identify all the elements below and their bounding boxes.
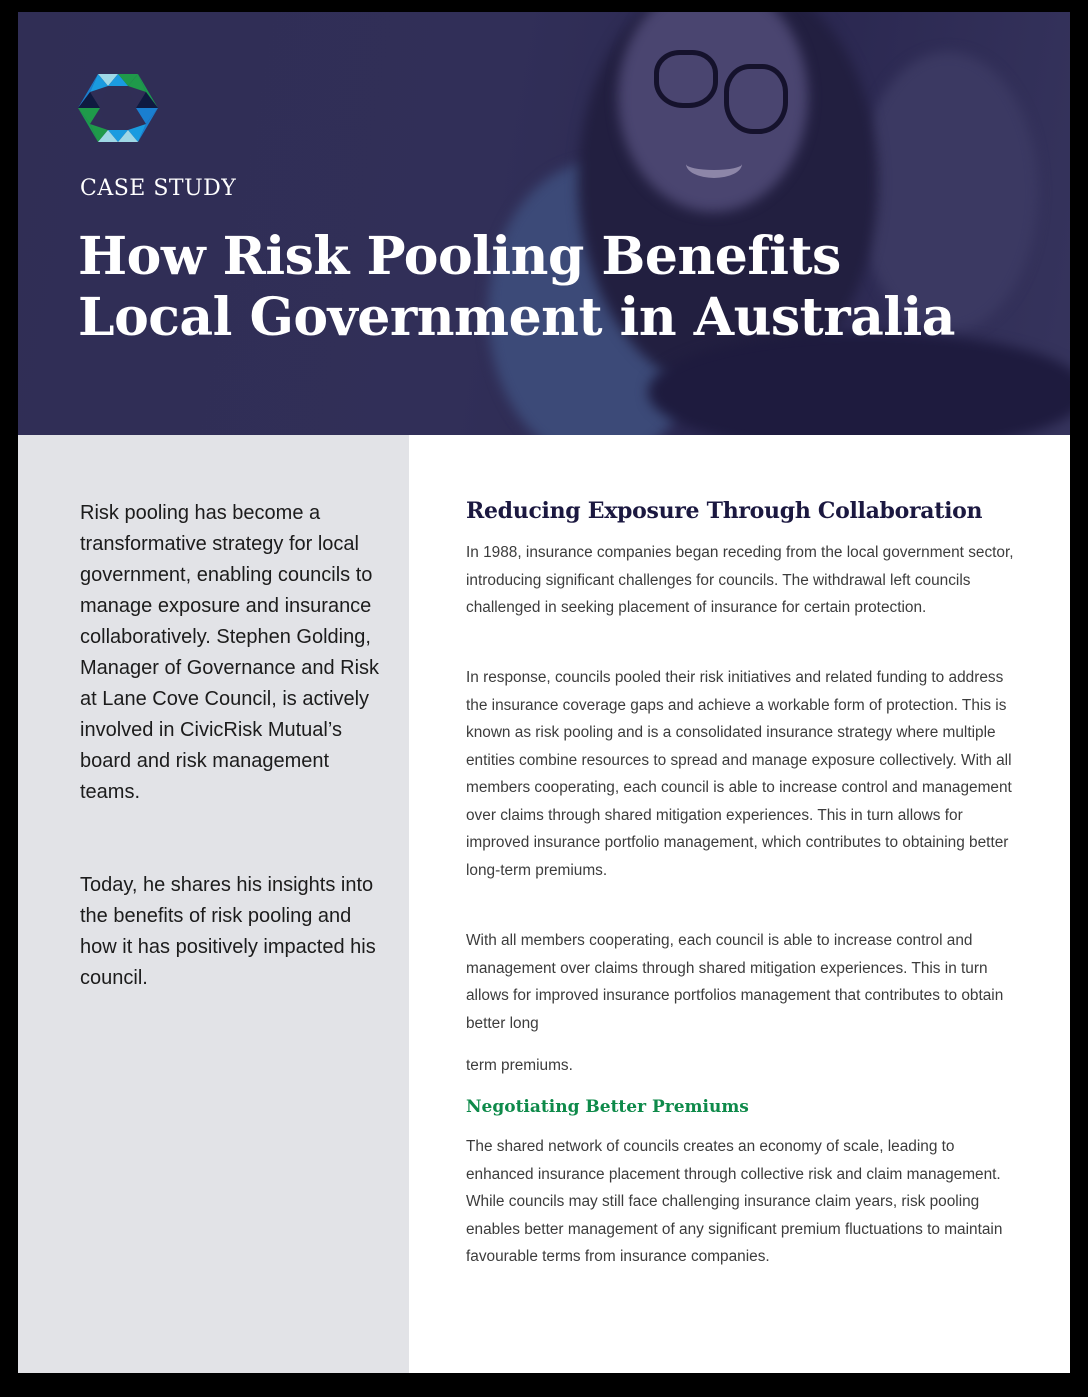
body-paragraph: The shared network of councils creates an economy of scale, leading to enhanced insurance placement through collective risk and claim management. While councils may still face challenging insurance claim years, risk pooling enables better management of any significant premium fluctuations to maintain favourable terms from insurance companies. [466,1138,1003,1265]
page-title [78,226,955,348]
photo-smile [686,150,742,178]
photo-glasses-left [654,50,718,108]
hexagon-logo-icon [78,72,158,144]
title-line-1: How Risk Pooling Benefits [78,226,841,287]
outro-paragraph: Today, he shares his insights into the benefits of risk pooling and how it has positively impacted his council. [80,874,376,989]
body-paragraph: In response, councils pooled their risk initiatives and related funding to address the insurance coverage gaps and achieve a workable form of protection. This is known as risk pooling and is a consolidated insurance strategy where multiple entities combine resources to spread and manage exposure collectively. With all members cooperating, each council is able to increase control and management over claims through shared mitigation experiences. This in turn allows for improved insurance portfolio management, which contributes to obtaining better long-term premiums. [466,669,1012,879]
body-paragraph: In 1988, insurance companies began receding from the local government sector, introducing significant challenges for councils. The withdrawal left councils challenged in seeking placement of insurance for certain protection. [466,544,1014,616]
intro-paragraph: Risk pooling has become a transformative strategy for local government, enabling councils to manage exposure and insurance collaboratively. Stephen Golding, Manager of Governance and Risk at Lane Cove Council, is actively involved in CivicRisk Mutual’s board and risk management teams. [80,502,380,803]
hero-photo [18,12,1070,435]
intro-sidebar [18,435,409,1373]
section-heading-collaboration: Reducing Exposure Through Collaboration [466,498,983,524]
eyebrow-label: CASE STUDY [80,176,237,201]
case-study-page [18,12,1070,1373]
body-paragraph: With all members cooperating, each council is able to increase control and management over claims through shared mitigation experiences. This in turn allows for improved insurance portfolios management that contributes to obtain better long [466,932,1004,1032]
title-line-2: Local Government in Australia [78,287,955,348]
hero-banner [18,12,1070,435]
body-paragraph-tail: term premiums. [466,1057,573,1074]
section-heading-premiums: Negotiating Better Premiums [466,1097,749,1117]
photo-glasses-right [724,64,788,134]
